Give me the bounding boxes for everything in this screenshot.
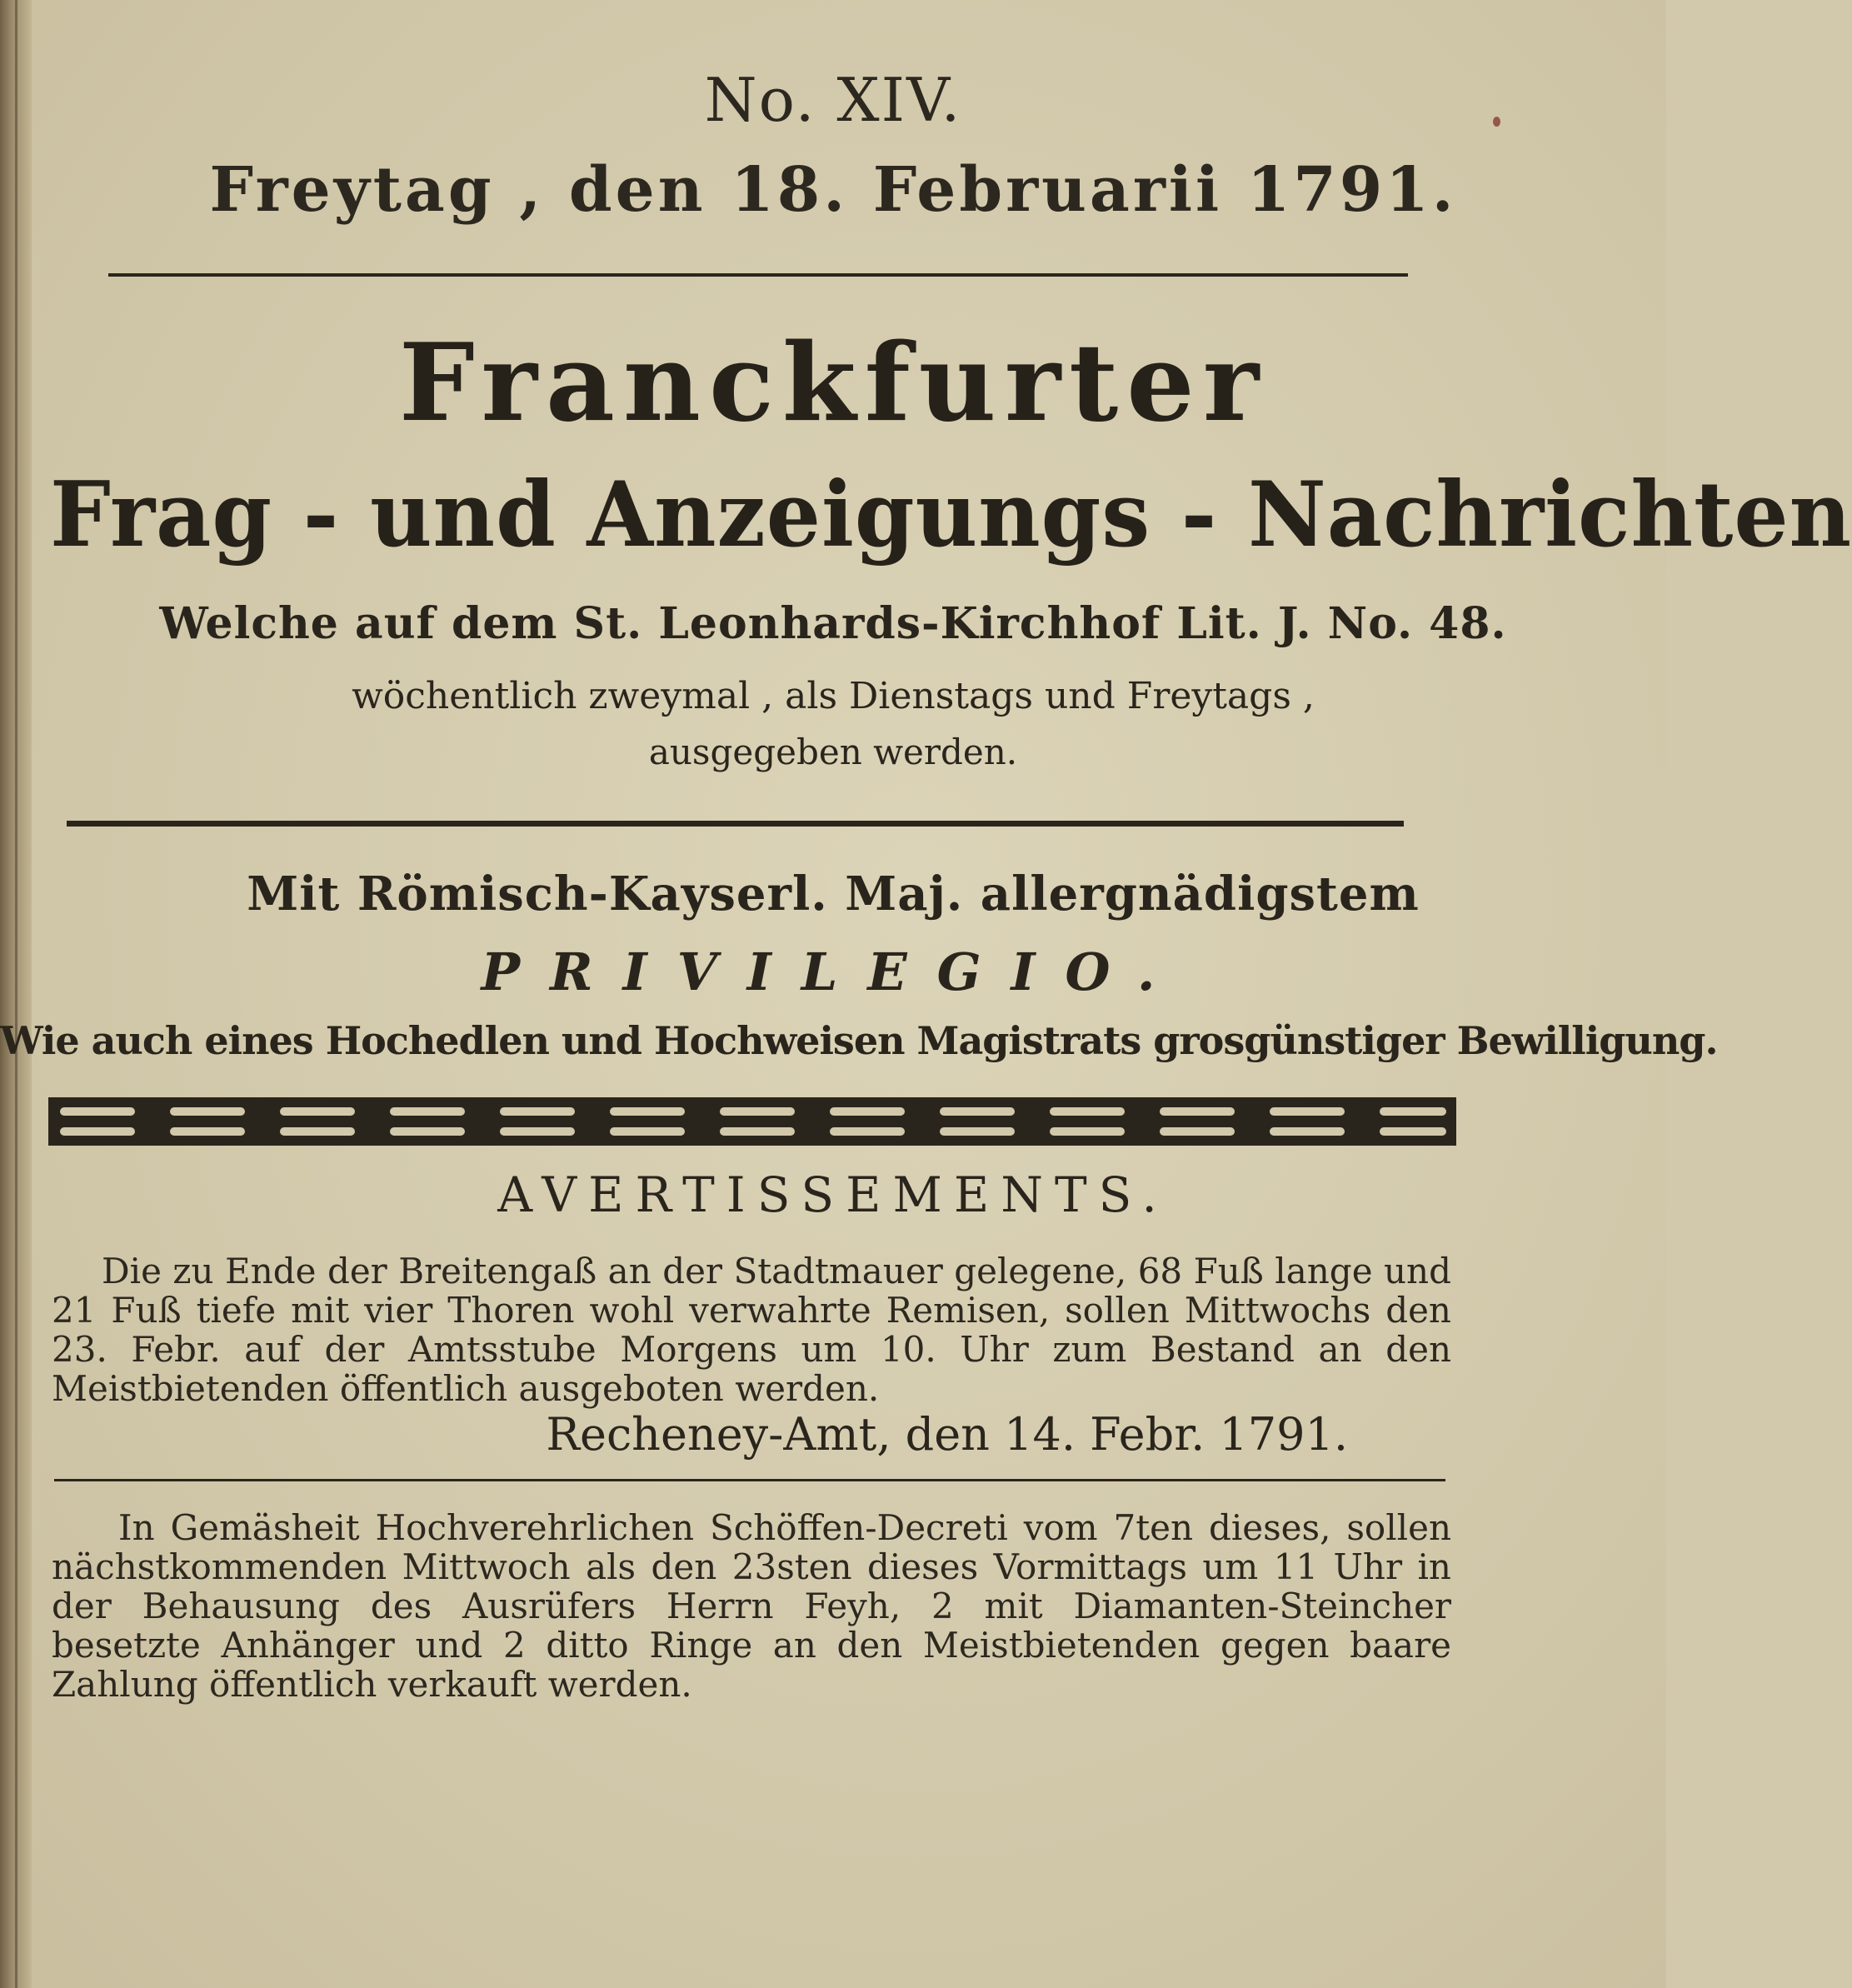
ornamental-border xyxy=(48,1096,1456,1147)
notice-text: Die zu Ende der Breitengaß an der Stadtmauer gelegene, 68 Fuß lange und 21 Fuß tiefe mit vier Thoren wohl verwahrte Remisen, sollen Mittwochs den 23. Febr. auf der Amtsstube Morgens um 10. Uhr zum Bestand an den Meistbietenden öffentlich ausgeboten werden. xyxy=(52,1251,1451,1409)
header-rule xyxy=(108,273,1408,277)
issue-number: No. XIV. xyxy=(704,65,962,135)
notice-divider xyxy=(54,1479,1445,1481)
notice-text: In Gemäsheit Hochverehrlichen Schöffen-Decreti vom 7ten dieses, sollen nächstkommenden Mittwoch als den 23sten dieses Vormittags um 11 Uhr in der Behausung des Ausrüfers Herrn Feyh, 2 mit Diamanten-Steincher besetzte Anhänger und 2 ditto Ringe an den Meistbietenden gegen baare Zahlung öffentlich verkauft werden. xyxy=(52,1507,1451,1705)
masthead-subtitle: Frag - und Anzeigungs - Nachrichten xyxy=(50,462,1852,567)
publisher-address: Welche auf dem St. Leonhards-Kirchhof Lit. J. No. 48. xyxy=(159,598,1507,649)
issue-date: Freytag , den 18. Februarii 1791. xyxy=(209,154,1457,226)
publication-schedule: wöchentlich zweymal , als Dienstags und Freytags , xyxy=(352,675,1315,717)
imperial-privilege-line: Mit Römisch-Kayserl. Maj. allergnädigstem xyxy=(247,867,1420,922)
notice-signature: Recheney-Amt, den 14. Febr. 1791. xyxy=(546,1408,1348,1461)
privilegio-heading: PRIVILEGIO. xyxy=(481,942,1186,1002)
section-title: AVERTISSEMENTS. xyxy=(497,1166,1169,1223)
masthead-title: Franckfurter xyxy=(398,321,1268,446)
magistrate-approval-line: Wie auch eines Hochedlen und Hochweisen Magistrats grosgünstiger Bewilligung. xyxy=(0,1018,1718,1063)
publication-note: ausgegeben werden. xyxy=(648,732,1018,772)
masthead-rule xyxy=(67,821,1404,827)
